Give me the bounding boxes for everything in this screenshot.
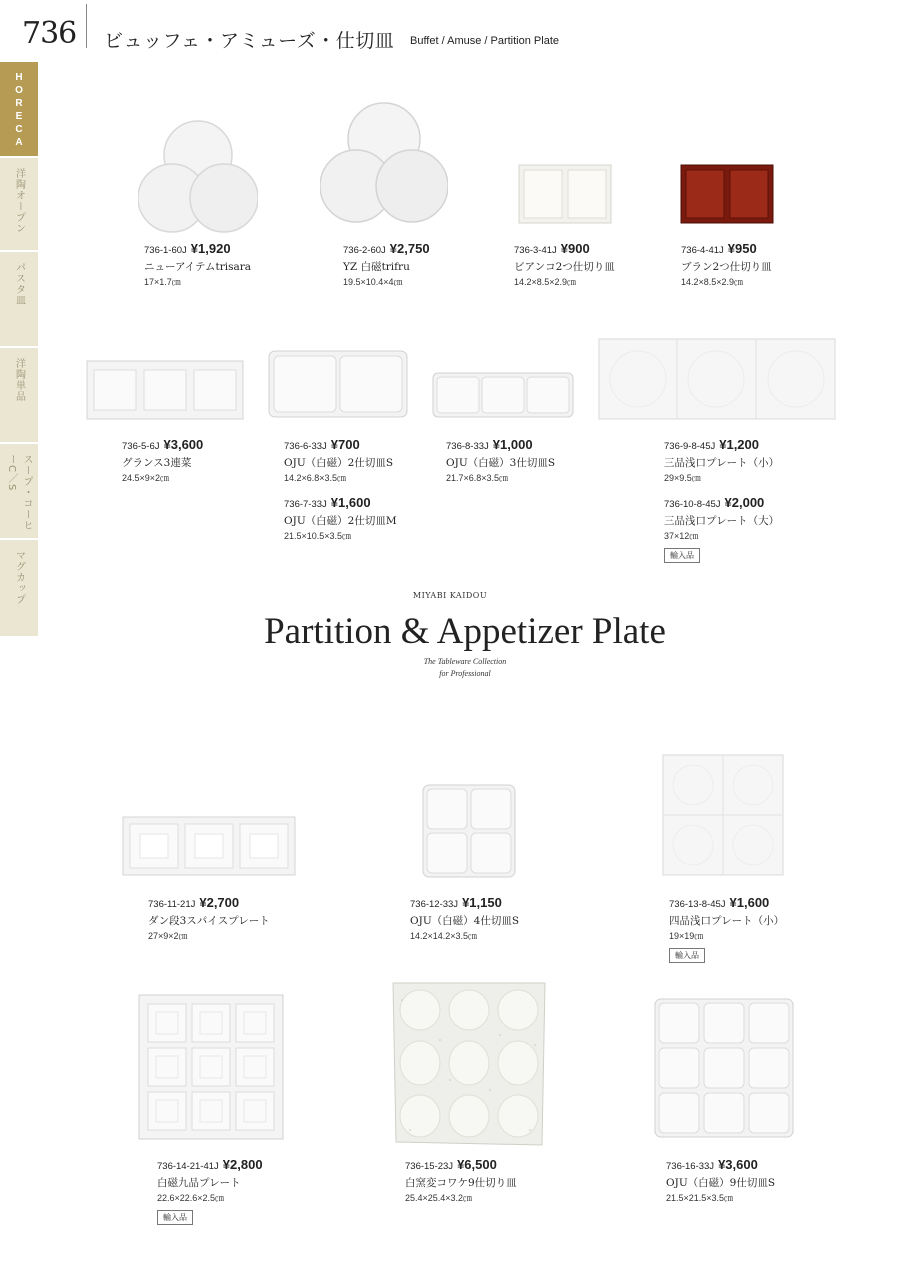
- page-title: ビュッフェ・アミューズ・仕切皿: [104, 30, 395, 52]
- product-736-14: [157, 1154, 263, 1225]
- product-code: 736-3-41J: [514, 245, 557, 256]
- oju-2-plate-image: [268, 350, 408, 418]
- product-size: 14.2×8.5×2.9㎝: [514, 277, 577, 287]
- product-size: 17×1.7㎝: [144, 277, 181, 287]
- product-name: ビアンコ2つ仕切り皿: [514, 261, 615, 273]
- import-badge: 輸入品: [157, 1210, 193, 1225]
- product-736-2: [343, 238, 430, 288]
- product-name: 白窯変コワケ9仕切り皿: [405, 1177, 517, 1189]
- product-code: 736-9-8-45J: [664, 441, 716, 452]
- product-price: ¥2,000: [724, 495, 765, 510]
- product-name: OJU（白磁）2仕切皿S: [284, 457, 394, 469]
- product-736-8: [446, 434, 555, 484]
- product-code: 736-8-33J: [446, 441, 489, 452]
- side-tab-label: パスタ皿: [13, 262, 25, 306]
- product-736-10: [664, 492, 779, 563]
- brand-name: MIYABI KAIDOU: [412, 591, 488, 600]
- product-736-12: [410, 892, 519, 942]
- product-code: 736-4-41J: [681, 245, 724, 256]
- product-736-4: [681, 238, 772, 288]
- product-price: ¥1,920: [190, 241, 231, 256]
- product-price: ¥2,750: [389, 241, 430, 256]
- product-name: OJU（白磁）2仕切皿M: [284, 515, 397, 527]
- product-size: 21.7×6.8×3.5㎝: [446, 473, 509, 483]
- product-price: ¥1,000: [492, 437, 533, 452]
- brand-title: Partition & Appetizer Plate: [264, 611, 666, 652]
- side-tab-western-single[interactable]: [0, 348, 38, 444]
- product-code: 736-16-33J: [666, 1161, 715, 1172]
- product-736-1: [144, 238, 251, 288]
- product-code: 736-2-60J: [343, 245, 386, 256]
- page-subtitle: Buffet / Amuse / Partition Plate: [410, 35, 559, 47]
- product-price: ¥950: [727, 241, 757, 256]
- product-name: グランス3連菜: [122, 457, 192, 469]
- side-tab-western-open[interactable]: [0, 158, 38, 252]
- product-name: ブラン2つ仕切り皿: [681, 261, 772, 273]
- trisara-plate-image: [138, 118, 258, 236]
- product-code: 736-6-33J: [284, 441, 327, 452]
- import-badge: 輸入品: [669, 948, 705, 963]
- product-size: 21.5×21.5×3.5㎝: [666, 1193, 734, 1203]
- product-code: 736-7-33J: [284, 499, 327, 510]
- product-736-16: [666, 1154, 775, 1204]
- product-name: YZ 白磁trifru: [343, 261, 410, 273]
- product-code: 736-12-33J: [410, 899, 459, 910]
- product-736-5: [122, 434, 203, 484]
- product-size: 21.5×10.5×3.5㎝: [284, 531, 352, 541]
- side-tab-label: マグカップ: [13, 550, 25, 605]
- header-divider: [86, 4, 87, 48]
- trifru-plate-image: [320, 100, 448, 226]
- four-item-plate-image: [662, 754, 784, 876]
- product-736-11: [148, 892, 270, 942]
- glance-3-plate-image: [86, 360, 244, 420]
- product-736-7: [284, 492, 397, 542]
- dandan-spice-plate-image: [122, 816, 296, 876]
- kowake-nine-plate-image: [390, 980, 548, 1148]
- product-size: 19.5×10.4×4㎝: [343, 277, 403, 287]
- product-price: ¥6,500: [457, 1157, 497, 1172]
- brand-tagline-line2: for Professional: [439, 669, 491, 678]
- page-number: 736: [22, 16, 77, 51]
- product-price: ¥1,600: [729, 895, 770, 910]
- product-price: ¥700: [330, 437, 360, 452]
- side-tab-label: スープ・コーヒーC／S: [6, 454, 32, 531]
- brand-tagline-line1: The Tableware Collection: [423, 657, 507, 666]
- product-size: 29×9.5㎝: [664, 473, 701, 483]
- product-code: 736-13-8-45J: [669, 899, 726, 910]
- product-price: ¥1,200: [719, 437, 759, 452]
- product-size: 27×9×2㎝: [148, 931, 188, 941]
- product-price: ¥3,600: [163, 437, 204, 452]
- product-736-13: [669, 892, 784, 963]
- product-code: 736-15-23J: [405, 1161, 454, 1172]
- side-tab-soup-coffee[interactable]: [0, 444, 38, 540]
- side-tab-nav: [0, 62, 38, 638]
- side-tab-pasta[interactable]: [0, 252, 38, 348]
- product-size: 14.2×8.5×2.9㎝: [681, 277, 744, 287]
- product-name: OJU（白磁）3仕切皿S: [446, 457, 556, 469]
- product-name: OJU（白磁）9仕切皿S: [666, 1177, 776, 1189]
- product-736-3: [514, 238, 615, 288]
- product-code: 736-5-6J: [122, 441, 160, 452]
- product-price: ¥1,600: [330, 495, 371, 510]
- product-name: 四品浅口プレート（小）: [669, 915, 785, 927]
- bianco-plate-image: [518, 164, 612, 224]
- product-size: 25.4×25.4×3.2㎝: [405, 1193, 473, 1203]
- product-name: ダン段3スパイスプレート: [148, 915, 270, 927]
- blanc-red-plate-image: [680, 164, 774, 224]
- side-tab-label: 洋陶オープン: [13, 168, 25, 234]
- product-price: ¥3,600: [718, 1157, 758, 1172]
- three-item-plate-image: [598, 338, 836, 420]
- product-736-6: [284, 434, 397, 542]
- product-code: 736-14-21-41J: [157, 1161, 219, 1172]
- oju-9-plate-image: [654, 998, 794, 1138]
- product-price: ¥2,700: [199, 895, 240, 910]
- product-name: 三品浅口プレート（小）: [664, 457, 780, 469]
- oju-4-plate-image: [422, 784, 516, 878]
- product-size: 14.2×14.2×3.5㎝: [410, 931, 478, 941]
- brand-tagline: [0, 656, 900, 680]
- product-name: ニューアイテムtrisara: [144, 261, 252, 273]
- side-tab-horeca[interactable]: [0, 62, 38, 158]
- import-badge: 輸入品: [664, 548, 700, 563]
- white-nine-plate-image: [138, 994, 284, 1140]
- product-price: ¥900: [560, 241, 590, 256]
- product-size: 22.6×22.6×2.5㎝: [157, 1193, 225, 1203]
- product-code: 736-10-8-45J: [664, 499, 721, 510]
- product-price: ¥1,150: [462, 895, 502, 910]
- side-tab-label: HORECA: [13, 72, 25, 150]
- product-736-9: [664, 434, 779, 563]
- side-tab-label: 洋陶単品: [13, 358, 25, 402]
- product-name: 白磁九品プレート: [157, 1177, 241, 1189]
- product-size: 37×12㎝: [664, 531, 699, 541]
- oju-3-plate-image: [432, 372, 574, 418]
- product-736-15: [405, 1154, 517, 1204]
- product-name: 三品浅口プレート（大）: [664, 515, 780, 527]
- product-code: 736-11-21J: [148, 899, 196, 910]
- product-price: ¥2,800: [222, 1157, 263, 1172]
- product-code: 736-1-60J: [144, 245, 187, 256]
- product-size: 19×19㎝: [669, 931, 704, 941]
- product-size: 24.5×9×2㎝: [122, 473, 170, 483]
- product-name: OJU（白磁）4仕切皿S: [410, 915, 520, 927]
- product-size: 14.2×6.8×3.5㎝: [284, 473, 347, 483]
